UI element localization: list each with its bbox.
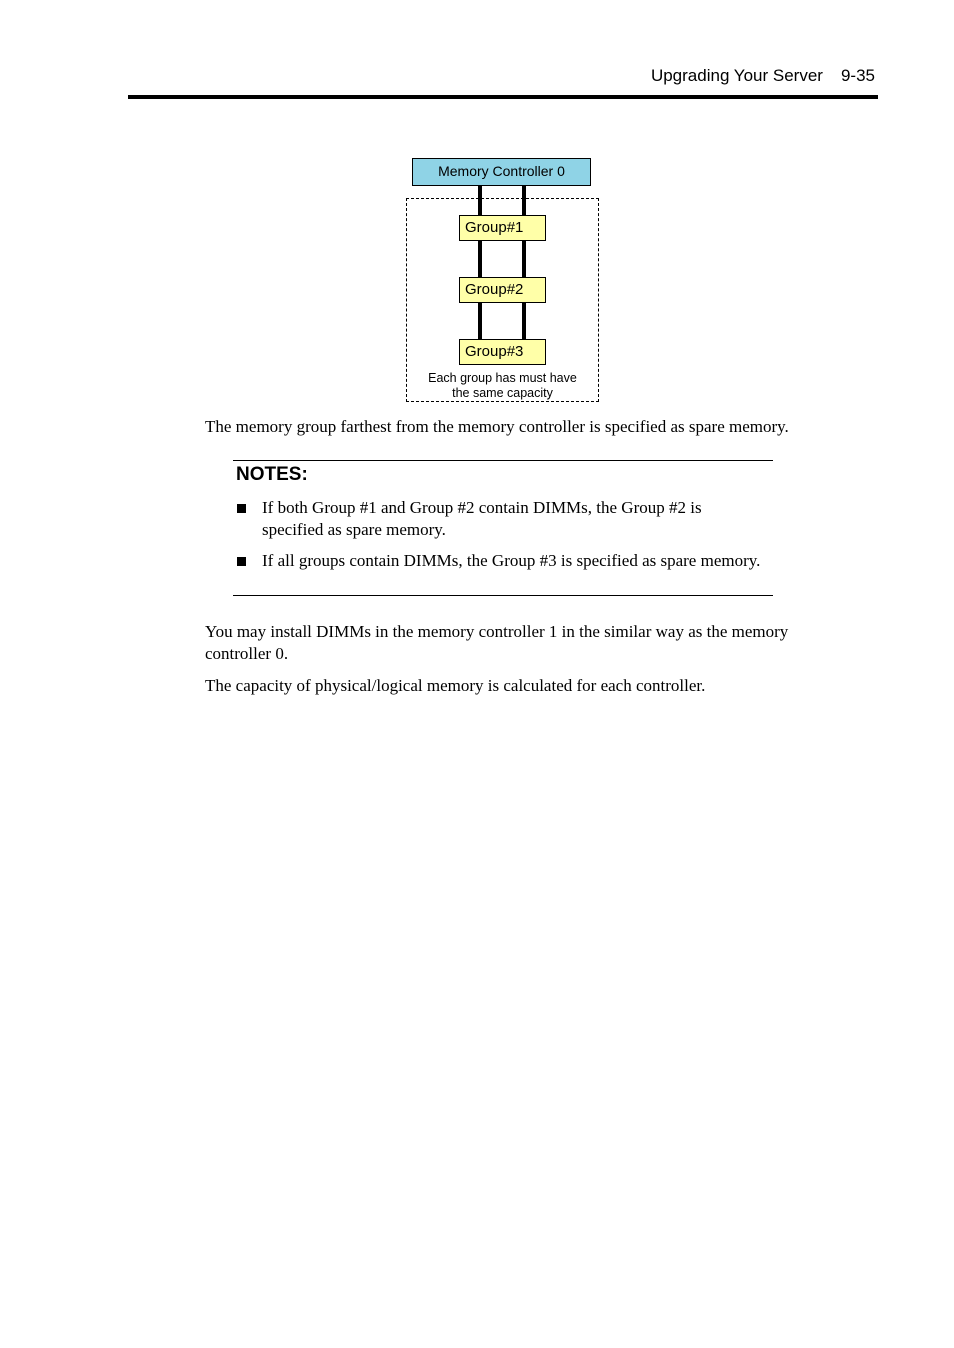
page-number: 9-35	[840, 66, 875, 85]
group-box-2: Group#2	[459, 277, 546, 303]
page-header	[651, 66, 875, 86]
body-paragraph-3: The capacity of physical/logical memory is calculated for each controller.	[205, 676, 706, 695]
square-bullet-icon	[237, 504, 246, 513]
capacity-note-line-2: the same capacity	[452, 386, 553, 400]
header-title: Upgrading Your Server	[650, 66, 823, 85]
capacity-note-line-1: Each group has must have	[428, 371, 577, 385]
bus-line-right	[522, 186, 526, 341]
note-text-1: If both Group #1 and Group #2 contain DIMMs, the Group #2 is specified as spare memory.	[262, 498, 702, 539]
note-item-2	[262, 550, 762, 572]
note-text-2: If all groups contain DIMMs, the Group #3 is specified as spare memory.	[262, 551, 761, 570]
memory-controller-box: Memory Controller 0	[412, 158, 591, 186]
body-paragraph-2: You may install DIMMs in the memory controller 1 in the similar way as the memory controller 0.	[205, 622, 789, 663]
notes-title: NOTES:	[236, 464, 308, 485]
note-item-1	[262, 497, 762, 541]
notes-block	[233, 460, 773, 596]
body-paragraph-1: The memory group farthest from the memory controller is specified as spare memory.	[205, 417, 789, 436]
header-rule	[128, 95, 878, 99]
square-bullet-icon	[237, 557, 246, 566]
group-box-3: Group#3	[459, 339, 546, 365]
memory-group-diagram	[0, 0, 954, 420]
bus-line-left	[478, 186, 482, 341]
capacity-note	[412, 371, 593, 401]
group-box-1: Group#1	[459, 215, 546, 241]
